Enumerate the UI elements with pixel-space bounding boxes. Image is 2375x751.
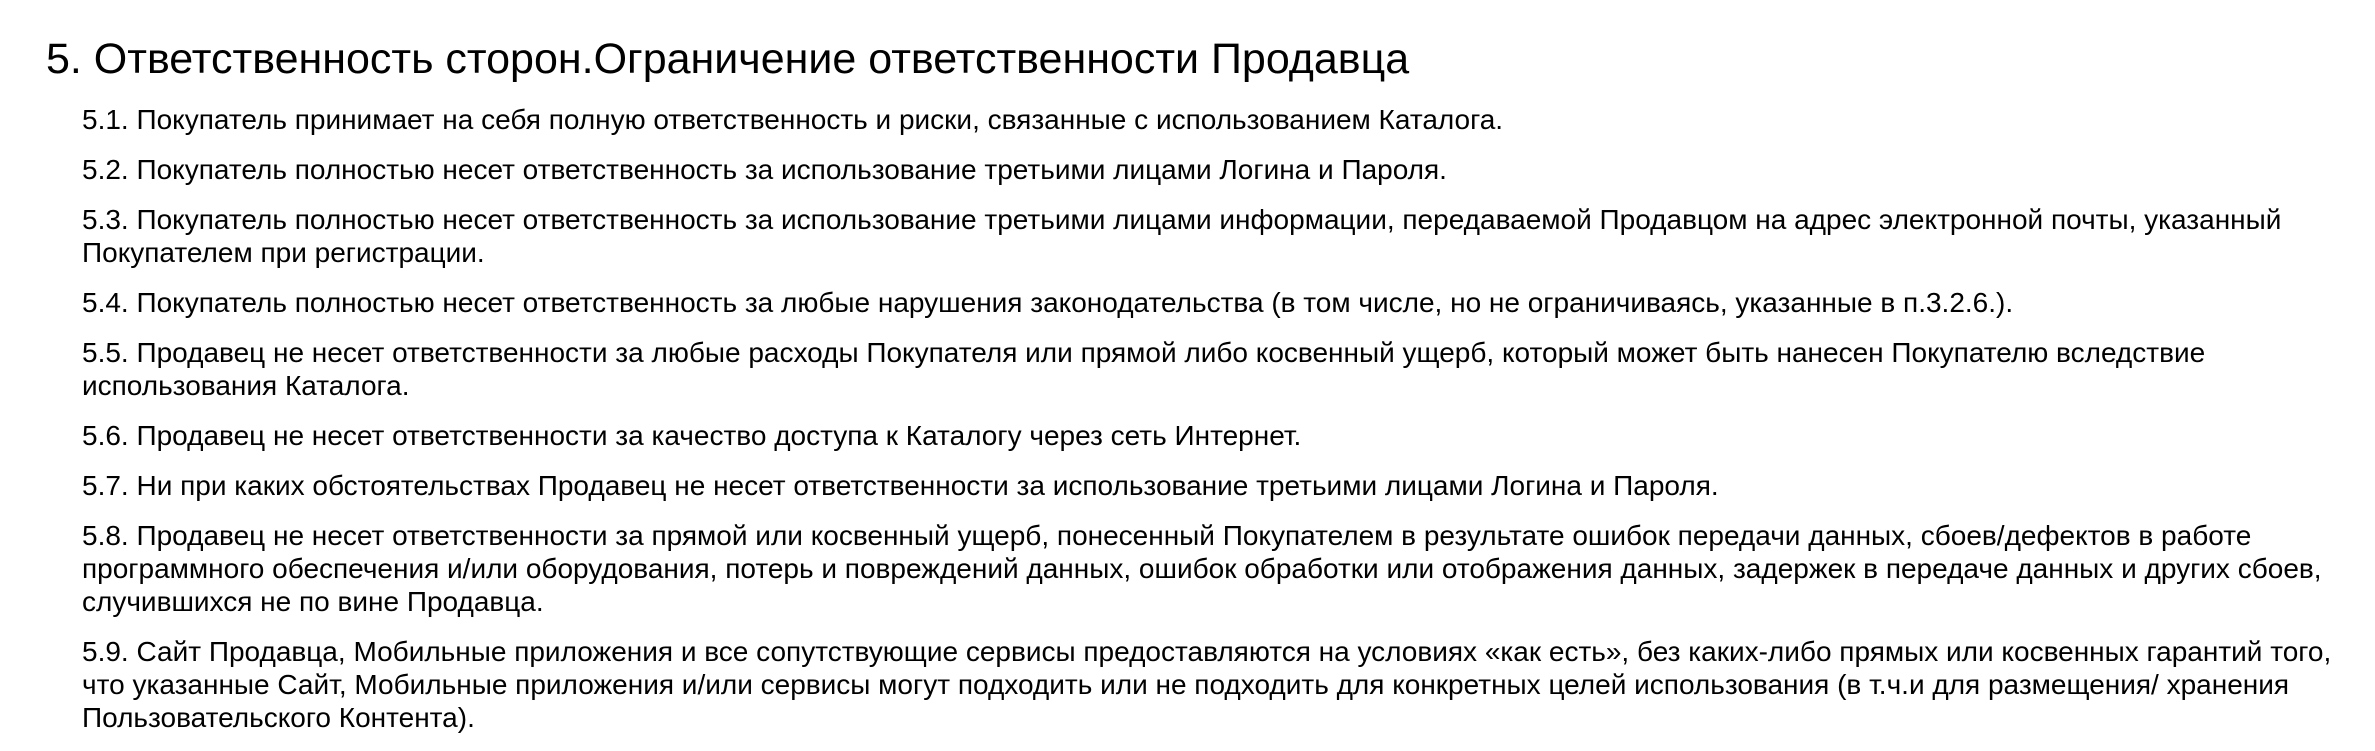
clause-5-5: 5.5. Продавец не несет ответственности за любые расходы Покупателя или прямой либо косвенный ущерб, который может быть нанесен Покупателю вследствие использования Каталога.	[82, 337, 2206, 401]
section-title: 5. Ответственность сторон.Ограничение ответственности Продавца	[46, 35, 1410, 83]
clause-5-4: 5.4. Покупатель полностью несет ответственность за любые нарушения законодательства (в том числе, но не ограничиваясь, указанные в п.3.2.6.).	[82, 287, 2014, 318]
clause-5-3: 5.3. Покупатель полностью несет ответственность за использование третьими лицами информации, передаваемой Продавцом на адрес электронной почты, указанный Покупателем при регистрации.	[82, 204, 2282, 268]
clause-5-9: 5.9. Сайт Продавца, Мобильные приложения и все сопутствующие сервисы предоставляются на условиях «как есть», без каких-либо прямых или косвенных гарантий того, что указанные Сайт, Мобильные приложения и/или сервисы могут подходить или не подходить для конкретных целей использования (в т.ч.и для размещения/ хранения Пользовательского Контента).	[82, 636, 2332, 733]
clause-list	[82, 103, 2357, 751]
clause-5-2: 5.2. Покупатель полностью несет ответственность за использование третьими лицами Логина и Пароля.	[82, 154, 1447, 185]
clause-5-6: 5.6. Продавец не несет ответственности за качество доступа к Каталогу через сеть Интернет.	[82, 420, 1302, 451]
clause-5-1: 5.1. Покупатель принимает на себя полную ответственность и риски, связанные с использованием Каталога.	[82, 104, 1504, 135]
clause-5-8: 5.8. Продавец не несет ответственности за прямой или косвенный ущерб, понесенный Покупателем в результате ошибок передачи данных, сбоев/дефектов в работе программного обеспечения и/или оборудования, потерь и повреждений данных, ошибок обработки или отображения данных, задержек в передаче данных и других сбоев, случившихся не по вине Продавца.	[82, 520, 2322, 617]
clause-5-7: 5.7. Ни при каких обстоятельствах Продавец не несет ответственности за использование третьими лицами Логина и Пароля.	[82, 470, 1719, 501]
